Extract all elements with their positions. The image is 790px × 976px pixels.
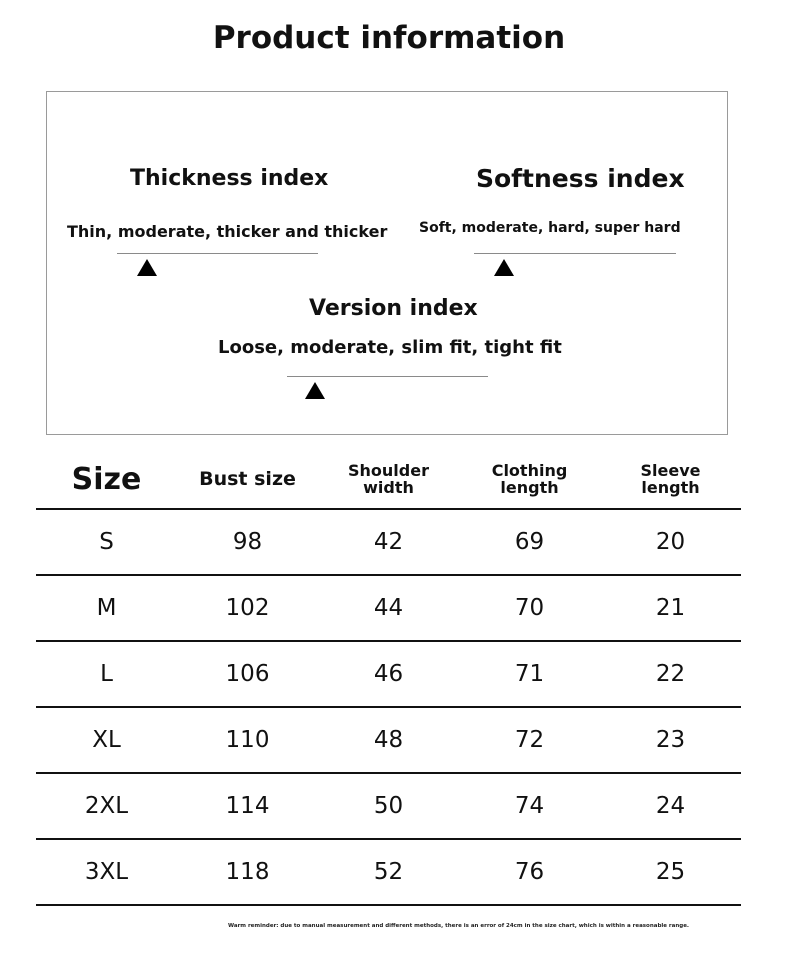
table-row bbox=[36, 576, 741, 642]
cell-clothing-length: 72 bbox=[514, 727, 545, 753]
cell-sleeve-length: 21 bbox=[655, 595, 686, 621]
cell-clothing-length: 71 bbox=[514, 661, 545, 687]
header-clothing-length bbox=[459, 448, 600, 510]
thickness-index-scale: Thin, moderate, thicker and thicker bbox=[67, 222, 388, 241]
index-panel bbox=[46, 91, 728, 435]
cell-shoulder-width: 44 bbox=[373, 595, 404, 621]
header-bust-size: Bust size bbox=[199, 467, 296, 490]
cell-size: 3XL bbox=[84, 859, 129, 885]
cell-size: L bbox=[100, 661, 113, 687]
header-size: Size bbox=[71, 461, 142, 497]
table-row bbox=[36, 840, 741, 906]
cell-bust-size: 114 bbox=[225, 793, 270, 819]
cell-shoulder-width: 52 bbox=[373, 859, 404, 885]
header-clothing-length-text: Clothing length bbox=[491, 461, 568, 497]
table-row bbox=[36, 510, 741, 576]
cell-bust-size: 106 bbox=[225, 661, 270, 687]
version-index-scale: Loose, moderate, slim fit, tight fit bbox=[218, 337, 562, 358]
header-sleeve-length bbox=[600, 448, 741, 510]
cell-shoulder-width: 46 bbox=[373, 661, 404, 687]
size-chart-table bbox=[36, 448, 741, 906]
cell-shoulder-width: 48 bbox=[373, 727, 404, 753]
thickness-index-heading: Thickness index bbox=[130, 166, 329, 191]
cell-shoulder-width: 42 bbox=[373, 529, 404, 555]
softness-index-track bbox=[474, 253, 676, 254]
cell-size: 2XL bbox=[84, 793, 129, 819]
header-shoulder-width-text: Shoulder width bbox=[348, 461, 429, 497]
cell-sleeve-length: 23 bbox=[655, 727, 686, 753]
cell-sleeve-length: 24 bbox=[655, 793, 686, 819]
cell-clothing-length: 70 bbox=[514, 595, 545, 621]
version-index-heading: Version index bbox=[309, 296, 478, 321]
cell-bust-size: 102 bbox=[225, 595, 270, 621]
table-row bbox=[36, 708, 741, 774]
cell-size: S bbox=[99, 529, 114, 555]
version-index-track bbox=[287, 376, 488, 377]
page-title: Product information bbox=[212, 20, 566, 56]
cell-bust-size: 118 bbox=[225, 859, 270, 885]
header-sleeve-length-text: Sleeve length bbox=[640, 461, 701, 497]
cell-clothing-length: 69 bbox=[514, 529, 545, 555]
table-row bbox=[36, 774, 741, 840]
cell-bust-size: 98 bbox=[232, 529, 263, 555]
cell-sleeve-length: 22 bbox=[655, 661, 686, 687]
softness-index-scale: Soft, moderate, hard, super hard bbox=[419, 220, 681, 236]
warm-reminder-footnote: Warm reminder: due to manual measurement and different methods, there is an error of 24cm in the size chart, which is within a reasonable range. bbox=[228, 923, 690, 929]
thickness-index-marker bbox=[137, 259, 157, 276]
softness-index-heading: Softness index bbox=[476, 164, 685, 193]
version-index-marker bbox=[305, 382, 325, 399]
cell-sleeve-length: 25 bbox=[655, 859, 686, 885]
table-row bbox=[36, 642, 741, 708]
header-shoulder-width bbox=[318, 448, 459, 510]
cell-bust-size: 110 bbox=[225, 727, 270, 753]
cell-size: XL bbox=[92, 727, 121, 753]
cell-shoulder-width: 50 bbox=[373, 793, 404, 819]
thickness-index-track bbox=[117, 253, 318, 254]
table-header-row bbox=[36, 448, 741, 510]
cell-clothing-length: 74 bbox=[514, 793, 545, 819]
cell-size: M bbox=[96, 595, 117, 621]
softness-index-marker bbox=[494, 259, 514, 276]
cell-sleeve-length: 20 bbox=[655, 529, 686, 555]
cell-clothing-length: 76 bbox=[514, 859, 545, 885]
